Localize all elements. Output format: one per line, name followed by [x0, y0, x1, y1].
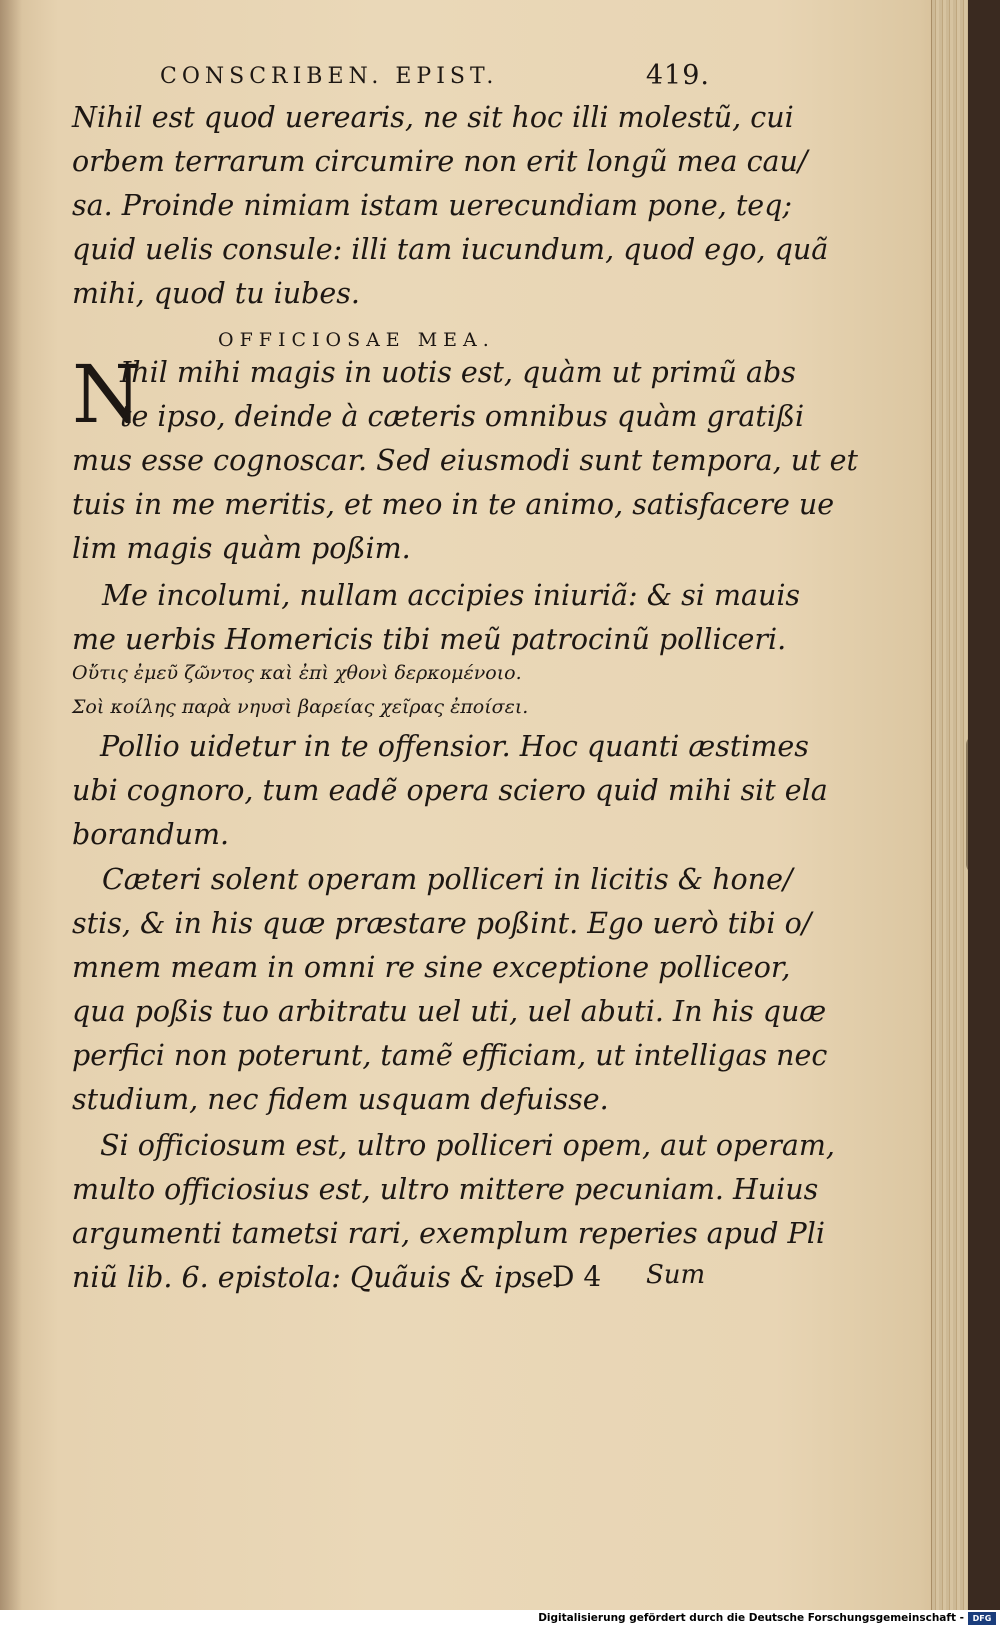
text-line: perfici non poterunt, tamẽ efficiam, ut intelligas nec — [72, 1039, 828, 1072]
text-line: mihi, quod tu iubes. — [72, 277, 360, 310]
text-line: mus esse cognoscar. Sed eiusmodi sunt tempora, ut et — [72, 444, 858, 477]
spine-shadow — [0, 0, 22, 1610]
text-line: multo officiosius est, ultro mittere pecuniam. Huius — [72, 1173, 819, 1206]
section-heading: OFFICIOSAE MEA. — [218, 329, 495, 351]
text-line: Pollio uidetur in te offensior. Hoc quanti æstimes — [100, 730, 809, 763]
text-line: Nihil est quod uerearis, ne sit hoc illi molestũ, cui — [72, 101, 794, 134]
text-line: Si officiosum est, ultro polliceri opem, aut operam, — [100, 1129, 835, 1162]
text-line: me uerbis Homericis tibi meũ patrocinũ polliceri. — [72, 623, 787, 656]
text-line: quid uelis consule: illi tam iucundum, quod ego, quã — [72, 233, 829, 266]
text-line: stis, & in his quæ præstare poßint. Ego uerò tibi o/ — [72, 907, 812, 940]
text-line: niũ lib. 6. epistola: Quãuis & ipse. — [72, 1261, 563, 1294]
text-line: Ihil mihi magis in uotis est, quàm ut primũ abs — [120, 356, 796, 389]
text-line: studium, nec fidem usquam defuisse. — [72, 1083, 609, 1116]
digitization-footer — [0, 1610, 1000, 1627]
drop-cap: N — [72, 348, 142, 441]
text-line: Me incolumi, nullam accipies iniuriã: & si mauis — [102, 579, 801, 612]
catchword: Sum — [646, 1260, 706, 1290]
text-line: argumenti tametsi rari, exemplum reperies apud Pli — [72, 1217, 825, 1250]
page-number: 419. — [645, 60, 710, 91]
text-line: tuis in me meritis, et meo in te animo, satisfacere ue — [72, 488, 835, 521]
greek-verse: Σοὶ κοίλης παρὰ νηυσὶ βαρείας χεῖρας ἐποίσει. — [72, 696, 529, 718]
page-edges — [931, 0, 968, 1610]
text-line: orbem terrarum circumire non erit longũ mea cau/ — [72, 145, 808, 178]
text-line: lim magis quàm poßim. — [72, 532, 411, 565]
text-line: ubi cognoro, tum eadẽ opera sciero quid mihi sit ela — [72, 774, 828, 807]
text-line: sa. Proinde nimiam istam uerecundiam pone, teq; — [72, 189, 793, 222]
text-line: mnem meam in omni re sine exceptione polliceor, — [72, 951, 791, 984]
running-head — [160, 60, 720, 96]
text-line: Cæteri solent operam polliceri in licitis & hone/ — [102, 863, 793, 896]
text-line: qua poßis tuo arbitratu uel uti, uel abuti. In his quæ — [72, 995, 827, 1028]
signature-mark: D 4 — [552, 1260, 602, 1293]
greek-verse: Οὔτις ἐμεῦ ζῶντος καὶ ἐπὶ χθονὶ δερκομένοιο. — [72, 662, 522, 684]
paper-clip — [966, 735, 968, 874]
text-line: borandum. — [72, 818, 230, 851]
text-line: te ipso, deinde à cæteris omnibus quàm gratißi — [120, 400, 805, 433]
running-title: CONSCRIBEN. EPIST. — [160, 64, 499, 89]
footer-credit: Digitalisierung gefördert durch die Deutsche Forschungsgemeinschaft - — [538, 1612, 964, 1624]
dfg-logo: DFG — [968, 1612, 996, 1625]
